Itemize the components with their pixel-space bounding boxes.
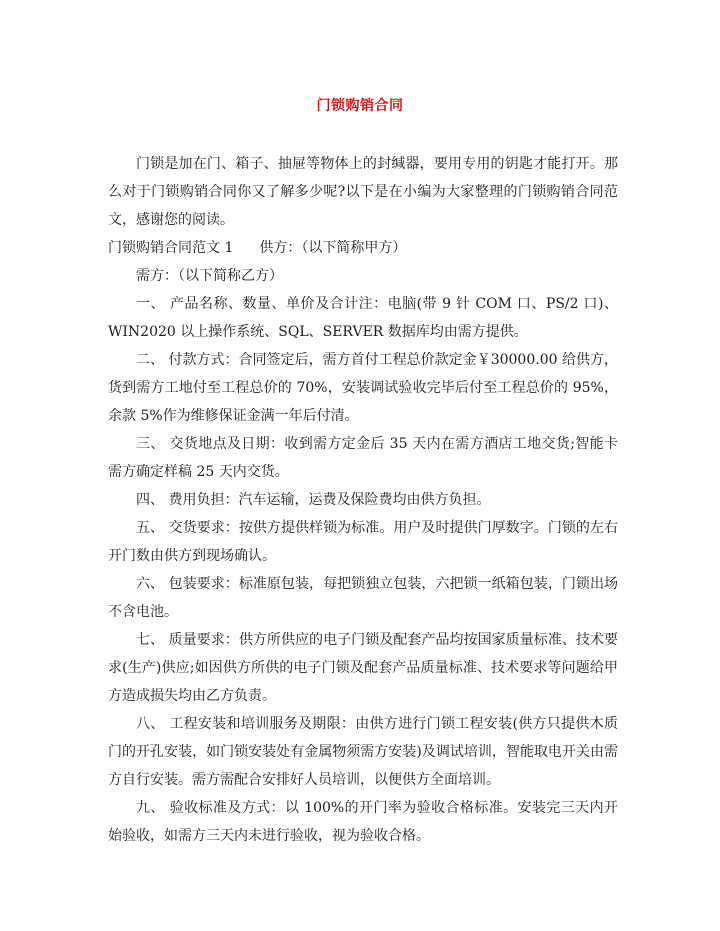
clause-9: 九、 验收标准及方式：以 100%的开门率为验收合格标准。安装完三天内开始验收，如需方三天内未进行验收，视为验收合格。 — [108, 800, 618, 844]
clause-7: 七、 质量要求：供方所供应的电子门锁及配套产品均按国家质量标准、技术要求(生产)供应;如因供方所供的电子门锁及配套产品质量标准、技术要求等问题给甲方造成损失均由乙方负责。 — [108, 632, 618, 704]
clause-6: 六、 包装要求：标准原包装，每把锁独立包装，六把锁一纸箱包装，门锁出场不含电池。 — [108, 576, 618, 620]
clause-1: 一、 产品名称、数量、单价及合计注：电脑(带 9 针 COM 口、PS/2 口)、WIN2020 以上操作系统、SQL、SERVER 数据库均由需方提供。 — [108, 296, 618, 340]
clause-2: 二、 付款方式：合同签定后，需方首付工程总价款定金￥30000.00 给供方，货到需方工地付至工程总价的 70%，安装调试验收完毕后付至工程总价的 95%，余款 5%作为维修保证金满一年后付清。 — [108, 352, 618, 424]
clause-3: 三、 交货地点及日期：收到需方定金后 35 天内在需方酒店工地交货;智能卡需方确定样稿 25 天内交货。 — [108, 436, 618, 480]
clause-5: 五、 交货要求：按供方提供样锁为标准。用户及时提供门厚数字。门锁的左右开门数由供方到现场确认。 — [108, 520, 618, 564]
clause-4: 四、 费用负担：汽车运输，运费及保险费均由供方负担。 — [136, 492, 491, 508]
sample-heading: 门锁购销合同范文 1 — [108, 240, 234, 256]
intro-paragraph: 门锁是加在门、箱子、抽屉等物体上的封缄器，要用专用的钥匙才能打开。那么对于门锁购销合同你又了解多少呢?以下是在小编为大家整理的门锁购销合同范文，感谢您的阅读。 — [108, 156, 618, 228]
sample-heading-line — [108, 234, 618, 262]
buyer-line: 需方：（以下简称乙方） — [136, 268, 283, 284]
clause-8: 八、 工程安装和培训服务及期限：由供方进行门锁工程安装(供方只提供木质门的开孔安装，如门锁安装处有金属物须需方安装)及调试培训，智能取电开关由需方自行安装。需方需配合安排好人员培训，以便供方全面培训。 — [108, 716, 618, 788]
document-title: 门锁购销合同 — [316, 98, 404, 114]
supplier-line: 供方：（以下简称甲方） — [259, 240, 407, 256]
document-body — [108, 150, 618, 850]
